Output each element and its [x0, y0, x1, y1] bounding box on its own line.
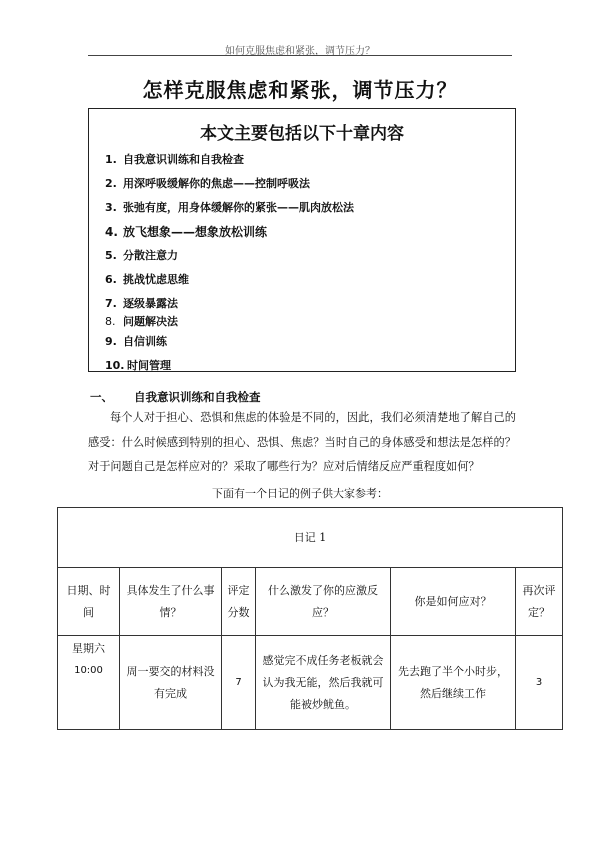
diary-title: 日记 1: [58, 508, 563, 568]
response-cell: 先去跑了半个小时步，然后继续工作: [391, 636, 516, 730]
toc-item-number: 6.: [105, 273, 117, 286]
toc-item: [105, 151, 244, 167]
toc-item: [105, 357, 171, 373]
toc-item: [105, 271, 189, 287]
toc-item: [105, 175, 310, 191]
toc-item-label: 张弛有度，用身体缓解你的紧张——肌肉放松法: [123, 201, 354, 214]
toc-item-number: 8.: [105, 315, 116, 328]
toc-item-label: 分散注意力: [123, 249, 178, 262]
toc-item-number: 7.: [105, 297, 117, 310]
toc-item-number: 2.: [105, 177, 117, 190]
table-title-row: [58, 508, 563, 568]
section-heading: [90, 389, 261, 405]
diary-table: [57, 507, 563, 730]
table-header-row: [58, 568, 563, 636]
toc-item-number: 1.: [105, 153, 117, 166]
column-header: 具体发生了什么事情？: [120, 568, 222, 636]
toc-item-number: 3.: [105, 201, 117, 214]
day-text: 星期六: [72, 642, 105, 655]
header-divider: [88, 55, 512, 56]
date-time-cell: [58, 636, 120, 730]
toc-item-number: 5.: [105, 249, 117, 262]
column-header: 再次评定？: [516, 568, 563, 636]
toc-item: [105, 247, 178, 263]
toc-item-label: 用深呼吸缓解你的焦虑——控制呼吸法: [123, 177, 310, 190]
table-row: [58, 636, 563, 730]
section-number: 一、: [90, 390, 113, 404]
toc-item: [105, 313, 178, 329]
time-text: 10:00: [74, 665, 103, 676]
running-header: 如何克服焦虑和紧张，调节压力？: [225, 46, 375, 57]
toc-item-label: 挑战忧虑思维: [123, 273, 189, 286]
page-title: 怎样克服焦虑和紧张，调节压力？: [142, 78, 458, 102]
toc-item: [105, 333, 167, 349]
toc-item-number: 4.: [105, 225, 118, 239]
section-title: 自我意识训练和自我检查: [134, 390, 261, 404]
rescore-cell: 3: [516, 636, 563, 730]
toc-item-label: 问题解决法: [123, 315, 178, 328]
toc-item-label: 自我意识训练和自我检查: [123, 153, 244, 166]
toc-item-number: 9.: [105, 335, 117, 348]
trigger-cell: 感觉完不成任务老板就会认为我无能，然后我就可能被炒鱿鱼。: [256, 636, 391, 730]
toc-item-label: 放飞想象——想象放松训练: [123, 225, 268, 239]
body-paragraph: 每个人对于担心、恐惧和焦虑的体验是不同的，因此，我们必须清楚地了解自己的感受：什么时候感到特别的担心、恐惧、焦虑？当时自己的身体感受和想法是怎样的？对于问题自己是怎样应对的？采取了哪些行为？应对后情绪反应严重程度如何？: [88, 411, 516, 473]
column-header: 你是如何应对？: [391, 568, 516, 636]
toc-item-number: 10.: [105, 359, 125, 372]
toc-item: [105, 223, 267, 240]
column-header: 评定分数: [222, 568, 256, 636]
toc-item: [105, 199, 354, 215]
toc-item-label: 逐级暴露法: [123, 297, 178, 310]
column-header: 什么激发了你的应激反应？: [256, 568, 391, 636]
toc-heading: 本文主要包括以下十章内容: [200, 124, 404, 144]
toc-item: [105, 295, 178, 311]
table-of-contents: [88, 108, 516, 372]
table-caption: 下面有一个日记的例子供大家参考：: [212, 487, 388, 500]
toc-item-label: 时间管理: [127, 359, 171, 372]
toc-item-label: 自信训练: [123, 335, 167, 348]
column-header: 日期、时间: [58, 568, 120, 636]
event-cell: 周一要交的材料没有完成: [120, 636, 222, 730]
score-cell: 7: [222, 636, 256, 730]
